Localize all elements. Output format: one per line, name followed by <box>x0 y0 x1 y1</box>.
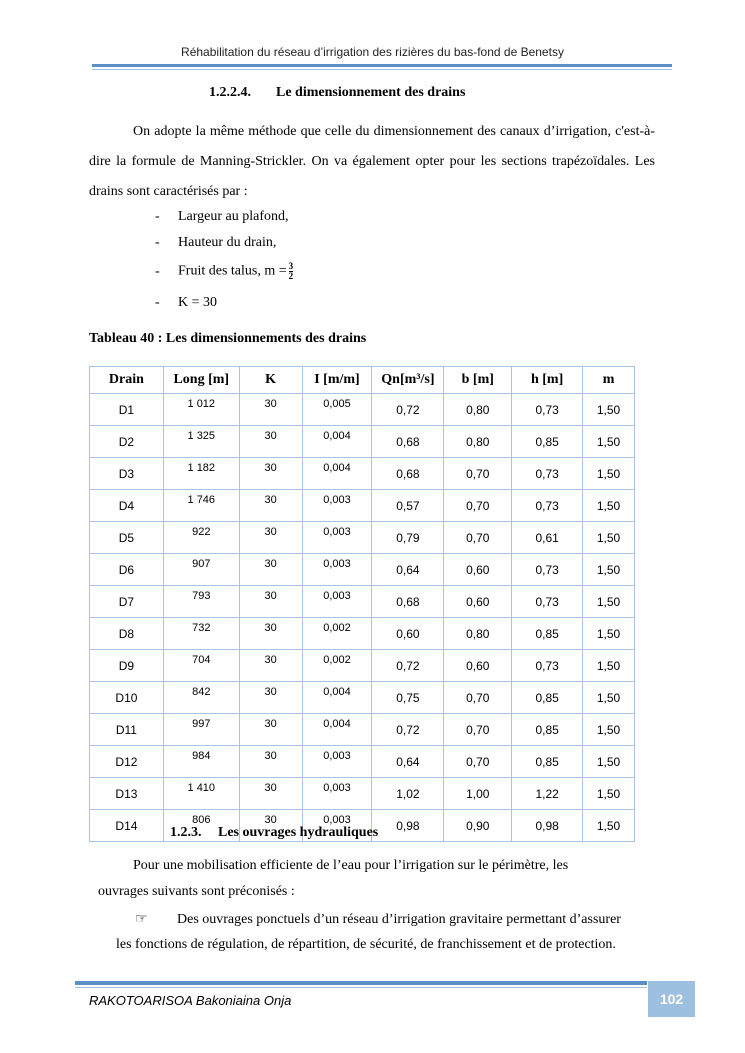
table-cell: 1 325 <box>163 426 239 458</box>
table-cell: 0,70 <box>444 714 512 746</box>
table-cell: 0,60 <box>444 586 512 618</box>
table-cell: D5 <box>90 522 164 554</box>
table-row <box>90 394 635 426</box>
table-cell: 0,60 <box>372 618 444 650</box>
table-cell: 0,57 <box>372 490 444 522</box>
page-number: 102 <box>648 981 695 1017</box>
col-header: m <box>583 367 635 394</box>
table-cell: 30 <box>239 554 302 586</box>
table-cell: 793 <box>163 586 239 618</box>
table-cell: 0,70 <box>444 522 512 554</box>
table-cell: 0,004 <box>302 426 372 458</box>
table-row <box>90 714 635 746</box>
fraction: $\frac{3}{2}$ <box>288 261 294 281</box>
table-cell: 1 410 <box>163 778 239 810</box>
table-cell: 0,004 <box>302 682 372 714</box>
bullet-item: - Hauteur du drain, <box>155 235 277 250</box>
col-header: Long [m] <box>163 367 239 394</box>
table-cell: 1 746 <box>163 490 239 522</box>
section-title: Les ouvrages hydrauliques <box>218 825 379 840</box>
table-cell: 1,50 <box>583 394 635 426</box>
table-cell: 30 <box>239 426 302 458</box>
table-cell: D6 <box>90 554 164 586</box>
table-cell: 0,73 <box>512 394 583 426</box>
table-cell: 0,60 <box>444 650 512 682</box>
table-cell: D13 <box>90 778 164 810</box>
table-cell: 1,50 <box>583 458 635 490</box>
drains-table <box>89 366 635 842</box>
header-rule <box>92 64 672 67</box>
table-cell: 0,73 <box>512 586 583 618</box>
table-cell: 0,70 <box>444 490 512 522</box>
table-cell: 0,002 <box>302 618 372 650</box>
table-cell: 0,98 <box>372 810 444 842</box>
table-cell: 30 <box>239 618 302 650</box>
table-row <box>90 778 635 810</box>
col-header: h [m] <box>512 367 583 394</box>
table-cell: 907 <box>163 554 239 586</box>
table-cell: 922 <box>163 522 239 554</box>
table-cell: 0,68 <box>372 426 444 458</box>
table-header-row <box>90 367 635 394</box>
table-row <box>90 618 635 650</box>
col-header: Qn[m³/s] <box>372 367 444 394</box>
bullet-item: - Largeur au plafond, <box>155 209 289 224</box>
table-cell: 1,00 <box>444 778 512 810</box>
table-cell: 0,004 <box>302 714 372 746</box>
table-cell: D11 <box>90 714 164 746</box>
table-cell: 997 <box>163 714 239 746</box>
table-cell: D14 <box>90 810 164 842</box>
table-cell: 1 182 <box>163 458 239 490</box>
table-cell: 1,50 <box>583 554 635 586</box>
table-cell: D3 <box>90 458 164 490</box>
table-cell: 1,50 <box>583 490 635 522</box>
table-cell: 0,003 <box>302 746 372 778</box>
table-cell: 0,70 <box>444 746 512 778</box>
table-cell: 0,60 <box>444 554 512 586</box>
table-cell: 0,72 <box>372 714 444 746</box>
table-cell: 0,003 <box>302 522 372 554</box>
table-cell: 0,73 <box>512 650 583 682</box>
table-cell: 1,50 <box>583 426 635 458</box>
table-row <box>90 426 635 458</box>
table-cell: 0,61 <box>512 522 583 554</box>
section-number: 1.2.2.4. <box>209 85 251 100</box>
table-cell: 30 <box>239 490 302 522</box>
table-cell: 30 <box>239 458 302 490</box>
table-cell: 0,68 <box>372 586 444 618</box>
paragraph-text: On adopte la même méthode que celle du dimensionnement des canaux d’irrigation, c'est-à-dire la formule de Manning-Strickler. On va également opter pour les sections trapézoïdales. Les drains sont caractérisés par : <box>89 124 655 199</box>
table-cell: 1,02 <box>372 778 444 810</box>
table-cell: 30 <box>239 522 302 554</box>
table-cell: 0,73 <box>512 490 583 522</box>
section-heading-123 <box>170 825 378 841</box>
footer-rule-thin <box>75 987 647 988</box>
table-row <box>90 522 635 554</box>
table-cell: D8 <box>90 618 164 650</box>
section-number: 1.2.3. <box>170 825 202 840</box>
table-cell: 0,85 <box>512 746 583 778</box>
table-row <box>90 650 635 682</box>
table-cell: 0,85 <box>512 682 583 714</box>
running-header: Réhabilitation du réseau d’irrigation des rizières du bas-fond de Benetsy <box>181 45 564 59</box>
table-cell: 0,005 <box>302 394 372 426</box>
table-cell: 0,003 <box>302 586 372 618</box>
table-cell: 1,50 <box>583 810 635 842</box>
table-cell: 1,50 <box>583 778 635 810</box>
table-cell: 1,50 <box>583 522 635 554</box>
table-cell: 0,70 <box>444 458 512 490</box>
table-cell: 0,90 <box>444 810 512 842</box>
table-caption: Tableau 40 : Les dimensionnements des drains <box>89 331 367 346</box>
footer-rule <box>75 981 647 985</box>
table-cell: 30 <box>239 778 302 810</box>
table-cell: 0,002 <box>302 650 372 682</box>
table-cell: 0,004 <box>302 458 372 490</box>
table-cell: D1 <box>90 394 164 426</box>
table-cell: 0,64 <box>372 746 444 778</box>
table-cell: 0,72 <box>372 650 444 682</box>
table-cell: 1 012 <box>163 394 239 426</box>
table-cell: 0,003 <box>302 810 372 842</box>
header-rule-thin <box>92 69 672 70</box>
table-cell: 806 <box>163 810 239 842</box>
table-cell: 1,22 <box>512 778 583 810</box>
table-cell: 0,68 <box>372 458 444 490</box>
paragraph-method <box>89 117 655 207</box>
col-header: Drain <box>90 367 164 394</box>
table-cell: 0,75 <box>372 682 444 714</box>
table-row <box>90 554 635 586</box>
section-heading-1224 <box>209 85 465 101</box>
table-cell: 0,80 <box>444 394 512 426</box>
table-cell: 30 <box>239 682 302 714</box>
table-cell: 30 <box>239 394 302 426</box>
table-cell: 1,50 <box>583 714 635 746</box>
table-cell: 1,50 <box>583 586 635 618</box>
footer-author: RAKOTOARISOA Bakoniaina Onja <box>89 993 292 1008</box>
table-cell: 30 <box>239 650 302 682</box>
table-cell: D10 <box>90 682 164 714</box>
col-header: I [m/m] <box>302 367 372 394</box>
table-cell: 1,50 <box>583 618 635 650</box>
table-cell: 0,003 <box>302 778 372 810</box>
section-title: Le dimensionnement des drains <box>276 85 466 100</box>
bullet-item: - Fruit des talus, $m = \frac{3}{2}$ <box>155 261 294 281</box>
table-cell: 732 <box>163 618 239 650</box>
table-cell: D9 <box>90 650 164 682</box>
table-cell: 0,73 <box>512 458 583 490</box>
table-cell: 0,79 <box>372 522 444 554</box>
pointing-bullet: ☞ Des ouvrages ponctuels d’un réseau d’irrigation gravitaire permettant d’assurer <box>135 912 621 927</box>
table-cell: 0,003 <box>302 490 372 522</box>
bullet-item: - K = 30 <box>155 295 218 310</box>
col-header: K <box>239 367 302 394</box>
table-cell: 0,72 <box>372 394 444 426</box>
table-cell: 704 <box>163 650 239 682</box>
table-cell: D2 <box>90 426 164 458</box>
table-cell: 1,50 <box>583 746 635 778</box>
table-cell: 1,50 <box>583 682 635 714</box>
table-cell: 0,80 <box>444 618 512 650</box>
table-row <box>90 458 635 490</box>
table-cell: 0,85 <box>512 618 583 650</box>
table-cell: 30 <box>239 714 302 746</box>
table-cell: 0,85 <box>512 426 583 458</box>
col-header: b [m] <box>444 367 512 394</box>
paragraph-line: ouvrages suivants sont préconisés : <box>98 884 295 899</box>
paragraph-line: Pour une mobilisation efficiente de l’eau pour l’irrigation sur le périmètre, les <box>133 858 569 873</box>
table-cell: 842 <box>163 682 239 714</box>
table-cell: 0,64 <box>372 554 444 586</box>
table-cell: D7 <box>90 586 164 618</box>
table-cell: 984 <box>163 746 239 778</box>
table-cell: 0,98 <box>512 810 583 842</box>
table-cell: D12 <box>90 746 164 778</box>
table-cell: 0,70 <box>444 682 512 714</box>
table-cell: 0,80 <box>444 426 512 458</box>
table-cell: D4 <box>90 490 164 522</box>
table-cell: 0,85 <box>512 714 583 746</box>
pointing-hand-icon: ☞ <box>135 912 148 927</box>
table-cell: 0,73 <box>512 554 583 586</box>
table-row <box>90 746 635 778</box>
table-cell: 30 <box>239 746 302 778</box>
table-row <box>90 586 635 618</box>
table-cell: 30 <box>239 810 302 842</box>
table-cell: 30 <box>239 586 302 618</box>
table-row <box>90 682 635 714</box>
table-cell: 0,003 <box>302 554 372 586</box>
table-cell: 1,50 <box>583 650 635 682</box>
paragraph-line: les fonctions de régulation, de répartition, de sécurité, de franchissement et de protection. <box>116 937 616 952</box>
table-row <box>90 490 635 522</box>
